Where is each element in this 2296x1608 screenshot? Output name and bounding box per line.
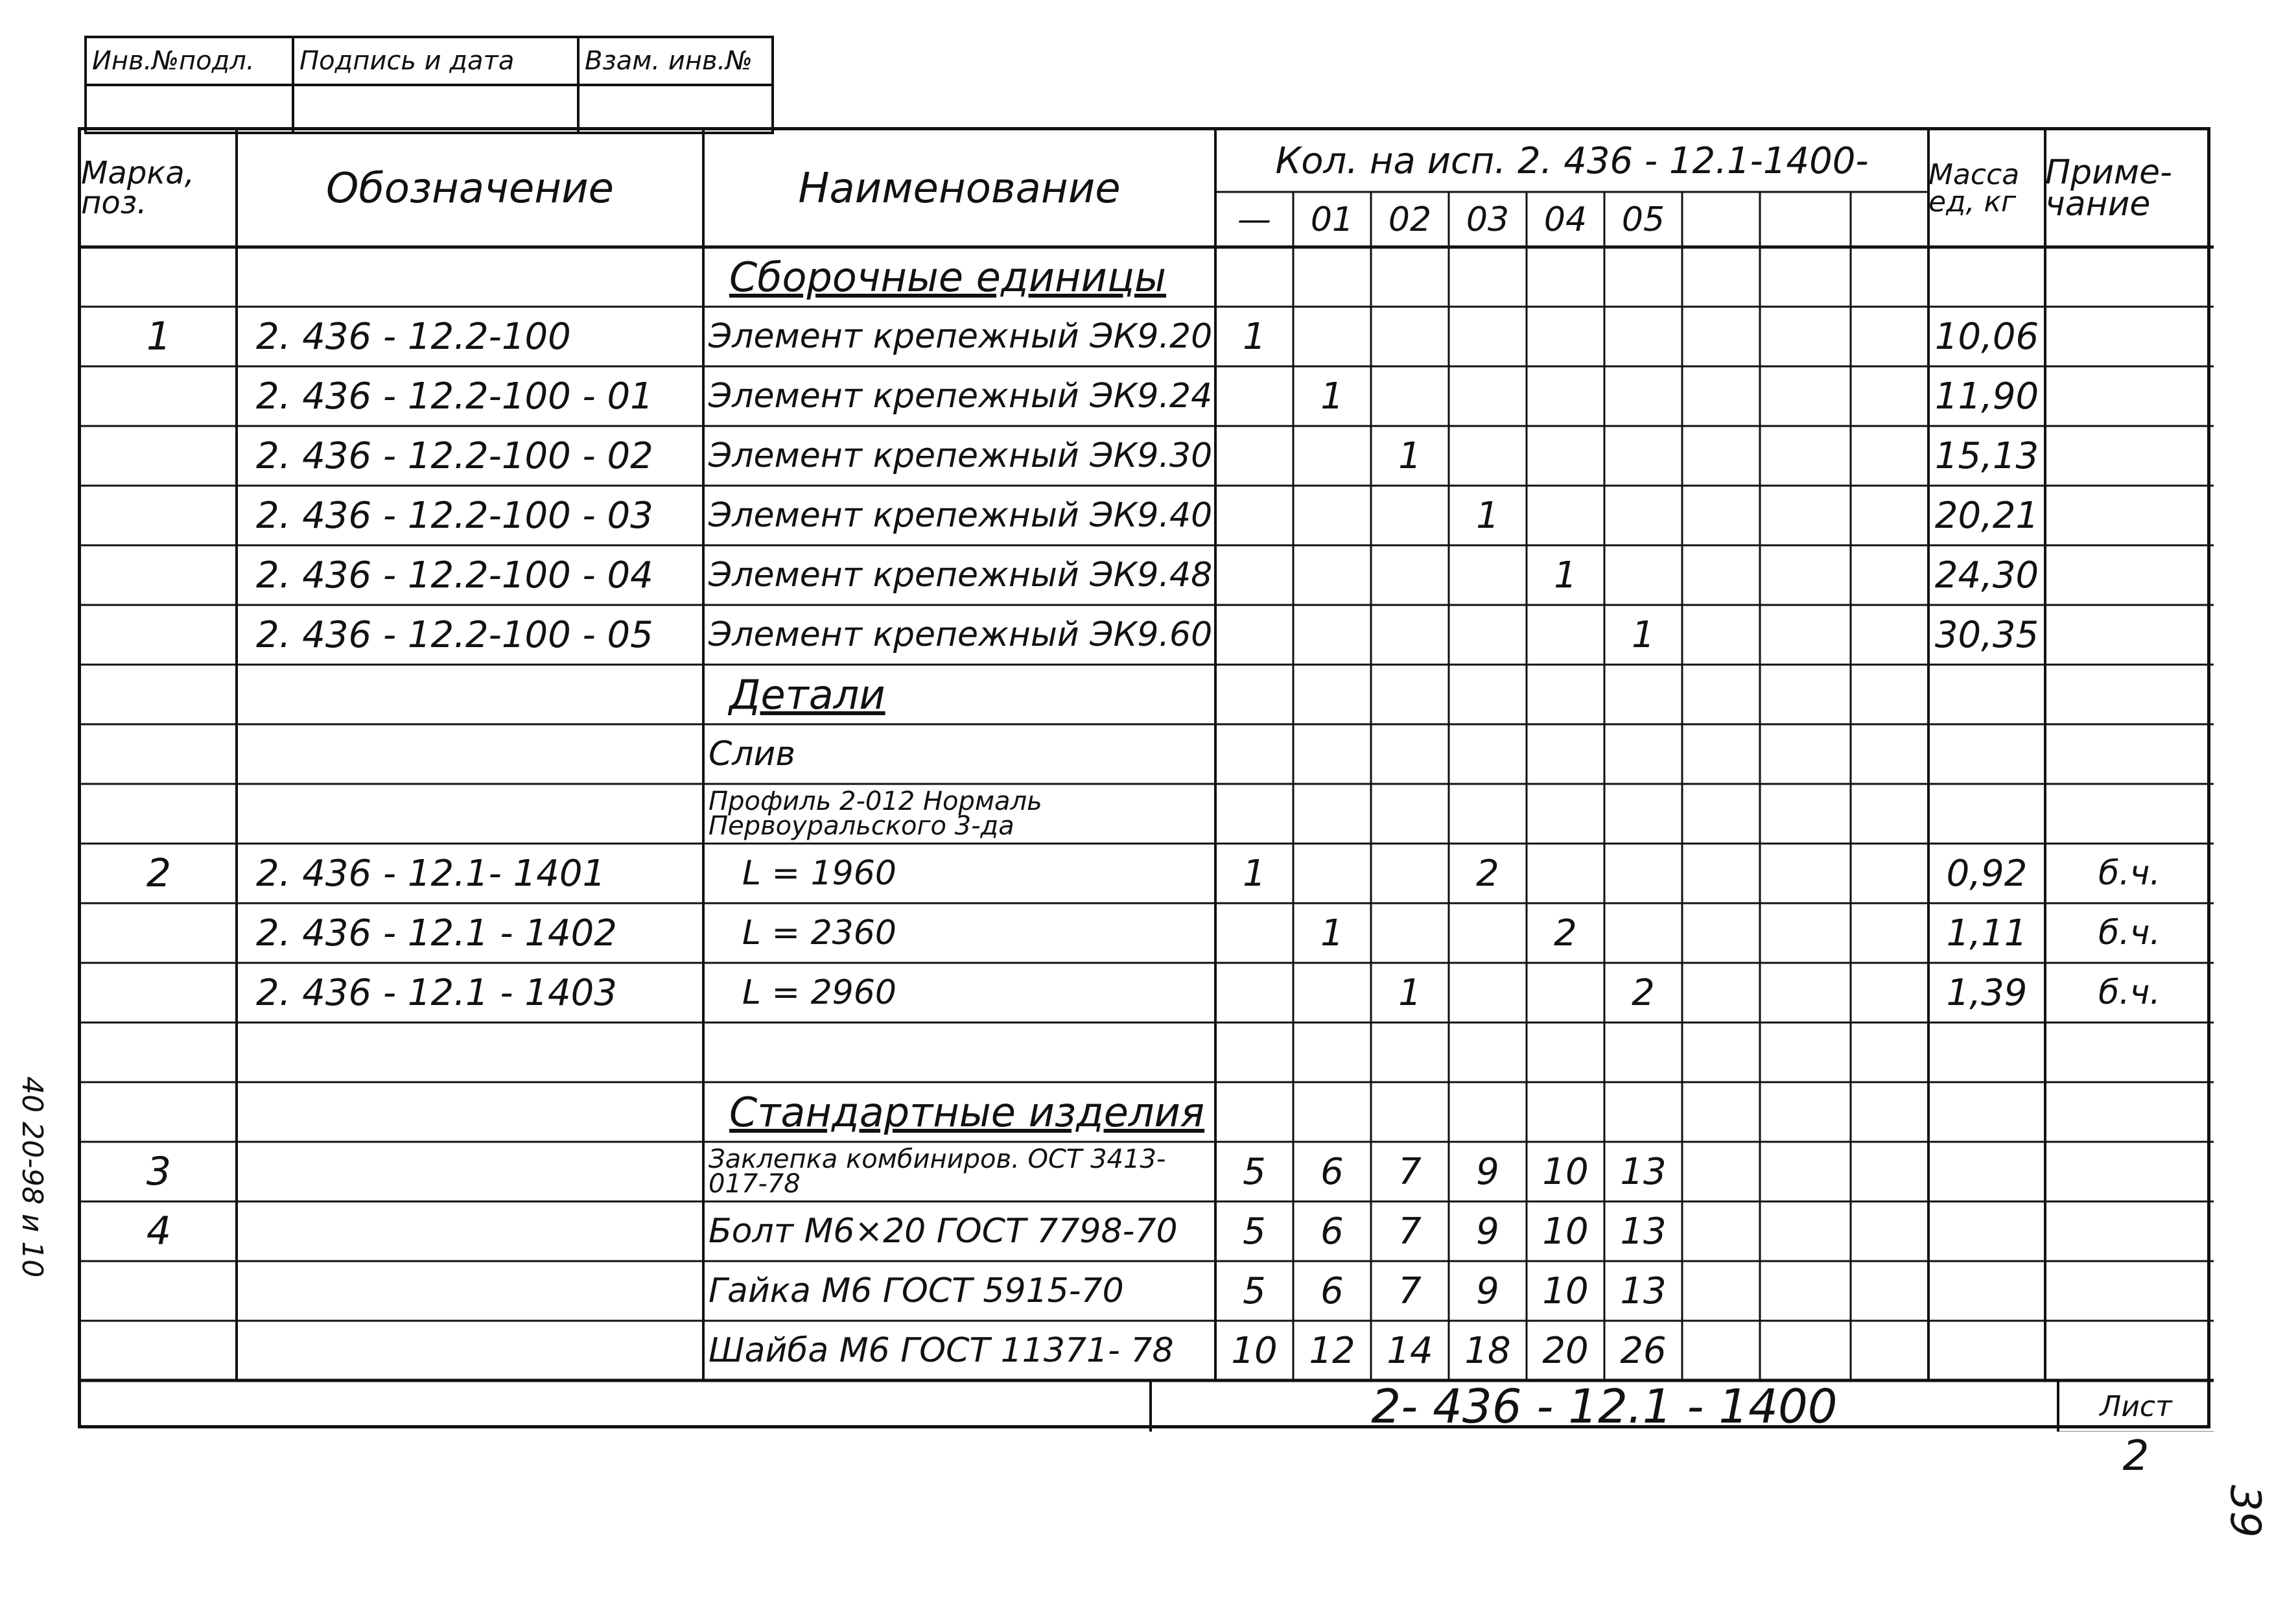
row-qty [1293,545,1371,605]
header-oboznach: Обозначение [325,165,615,213]
row-qty: 1 [1320,912,1344,954]
header-exec-6 [1682,192,1760,247]
row-qty [1215,963,1293,1023]
row-qty [1371,486,1449,545]
row-qty: 5 [1243,1150,1266,1193]
row-qty: 10 [1542,1270,1589,1312]
row-qty [1527,963,1604,1023]
row-qty: 9 [1476,1150,1499,1193]
row-oboznach [237,724,723,784]
row-name: L = 2960 [742,973,896,1012]
row-name: Элемент крепежный ЭК9.30 [709,436,1213,475]
row-qty [1449,366,1527,426]
row-qty [1215,545,1293,605]
row-qty [1449,724,1527,784]
header-prim: Приме- чание [2045,152,2172,224]
row-note [2045,605,2214,665]
row-mass [1928,1142,2045,1201]
row-qty: 5 [1243,1210,1266,1253]
row-mass [1928,724,2045,784]
row-qty: 14 [1387,1329,1433,1372]
row-oboznach: 2. 436 - 12.2-100 - 05 [256,613,653,656]
row-qty [1293,1023,1371,1082]
row-qty [1215,486,1293,545]
row-qty: 7 [1398,1150,1422,1193]
row-qty [1293,1082,1371,1142]
row-qty [1215,1082,1293,1142]
row-qty [1371,844,1449,903]
row-mass: 20,21 [1934,494,2039,537]
row-qty [1293,844,1371,903]
row-poz [81,963,237,1023]
row-oboznach [237,247,723,307]
row-qty [1449,1023,1527,1082]
section-heading: Сборочные единицы [729,253,1167,301]
document-number: 2- 436 - 12.1 - 1400 [1371,1380,1838,1432]
row-qty [1449,307,1527,366]
stamp-signature-label: Подпись и дата [293,37,578,85]
row-name: L = 2360 [742,914,896,952]
row-qty: 26 [1620,1329,1667,1372]
row-oboznach: 2. 436 - 12.2-100 - 02 [256,434,653,477]
header-exec-4: 04 [1543,200,1587,239]
row-qty: 6 [1320,1150,1344,1193]
row-qty: 7 [1398,1210,1422,1253]
row-poz [81,1321,237,1380]
row-mass [1928,665,2045,724]
stamp-inv-podl-value [86,85,293,133]
row-qty [1604,1023,1682,1082]
row-qty: 7 [1398,1270,1422,1312]
header-marka: Марка, поз. [81,155,194,221]
header-kol: Кол. на исп. 2. 436 - 12.1-1400- [1275,140,1869,182]
row-qty [1371,247,1449,307]
row-qty [1527,665,1604,724]
row-note [2045,665,2214,724]
row-poz: 3 [146,1149,172,1194]
row-qty [1293,963,1371,1023]
row-qty [1604,545,1682,605]
row-poz [81,247,237,307]
row-mass [1928,1201,2045,1261]
row-qty [1604,247,1682,307]
row-qty [1371,903,1449,963]
row-qty [1604,1082,1682,1142]
row-oboznach: 2. 436 - 12.1- 1401 [256,852,606,895]
row-note [2045,366,2214,426]
row-note [2045,247,2214,307]
approval-stamp [84,36,774,134]
row-qty [1449,545,1527,605]
header-exec-8 [1851,192,1928,247]
row-poz [81,605,237,665]
row-qty [1371,366,1449,426]
row-qty: 2 [1476,852,1499,895]
row-qty: 1 [1398,434,1422,477]
row-qty [1449,665,1527,724]
row-poz [81,1082,237,1142]
row-qty [1449,903,1527,963]
row-qty: 1 [1243,852,1266,895]
row-note [2045,724,2214,784]
row-qty [1293,724,1371,784]
row-poz [81,366,237,426]
row-mass [1928,247,2045,307]
row-qty: 1 [1632,613,1655,656]
row-mass: 1,39 [1946,971,2028,1014]
row-qty [1527,486,1604,545]
stamp-vzam-label: Взам. инв.№ [578,37,773,85]
row-poz [81,1023,237,1082]
row-oboznach: 2. 436 - 12.2-100 - 04 [256,554,653,597]
row-qty [1215,247,1293,307]
row-poz [81,724,237,784]
row-qty [1449,426,1527,486]
row-qty: 1 [1320,375,1344,418]
row-qty [1215,665,1293,724]
row-name: Элемент крепежный ЭК9.40 [709,496,1213,535]
row-qty [1371,605,1449,665]
row-poz [81,486,237,545]
row-qty: 20 [1542,1329,1589,1372]
header-exec-2: 02 [1388,200,1432,239]
row-name [703,1023,1221,1082]
row-qty [1215,903,1293,963]
row-qty [1371,1023,1449,1082]
row-qty [1293,247,1371,307]
row-qty [1527,724,1604,784]
row-note [2045,784,2214,844]
row-poz [81,665,237,724]
row-qty: 2 [1632,971,1655,1014]
row-name: Шайба М6 ГОСТ 11371- 78 [709,1331,1174,1370]
row-qty [1371,784,1449,844]
row-note [2045,1023,2214,1082]
row-note [2045,426,2214,486]
row-qty [1527,426,1604,486]
row-oboznach [237,784,723,844]
list-number: 2 [2122,1432,2150,1480]
row-qty [1604,844,1682,903]
row-mass: 30,35 [1934,613,2039,656]
row-qty: 10 [1542,1150,1589,1193]
row-name: L = 1960 [742,854,896,893]
row-qty [1371,665,1449,724]
row-oboznach: 2. 436 - 12.1 - 1402 [256,912,617,954]
row-qty [1527,605,1604,665]
section-heading: Детали [729,670,885,718]
row-note [2045,1142,2214,1201]
row-name: Элемент крепежный ЭК9.20 [709,317,1213,356]
header-exec-7 [1760,192,1851,247]
row-poz [81,545,237,605]
row-mass [1928,1082,2045,1142]
row-qty: 13 [1620,1270,1667,1312]
row-qty [1371,545,1449,605]
row-qty [1371,307,1449,366]
header-exec-1: 01 [1310,200,1354,239]
row-qty [1527,1082,1604,1142]
row-qty: 9 [1476,1210,1499,1253]
side-code-text: 40 20-98 ͷ 10 [16,1076,49,1278]
row-qty: 6 [1320,1270,1344,1312]
row-qty [1293,486,1371,545]
row-note [2045,545,2214,605]
row-qty [1527,366,1604,426]
row-qty [1449,1082,1527,1142]
row-qty [1293,665,1371,724]
row-name: Болт М6×20 ГОСТ 7798-70 [709,1212,1178,1251]
row-qty [1604,426,1682,486]
row-mass: 24,30 [1934,554,2039,597]
row-poz [81,1261,237,1321]
row-oboznach [237,1082,723,1142]
row-mass: 15,13 [1934,434,2039,477]
row-note [2045,1201,2214,1261]
row-poz [81,903,237,963]
row-oboznach [237,665,723,724]
row-qty: 5 [1243,1270,1266,1312]
row-mass [1928,1023,2045,1082]
row-qty [1293,426,1371,486]
row-qty [1215,605,1293,665]
row-qty: 1 [1243,315,1266,358]
row-name: Гайка М6 ГОСТ 5915-70 [709,1271,1124,1310]
row-oboznach: 2. 436 - 12.1 - 1403 [256,971,617,1014]
row-qty [1371,1082,1449,1142]
row-mass [1928,784,2045,844]
row-note [2045,1082,2214,1142]
row-oboznach: 2. 436 - 12.2-100 - 03 [256,494,653,537]
row-qty [1293,784,1371,844]
row-note: б.ч. [2098,854,2161,893]
row-qty: 12 [1309,1329,1355,1372]
row-note [2045,1261,2214,1321]
row-qty [1449,605,1527,665]
row-oboznach [237,1023,723,1082]
row-name: Элемент крепежный ЭК9.24 [709,377,1213,416]
row-qty [1449,784,1527,844]
row-name: Элемент крепежный ЭК9.48 [709,556,1213,595]
page-number-box [2217,1478,2282,1582]
header-naimen: Наименование [798,165,1121,213]
row-qty: 10 [1231,1329,1278,1372]
row-qty [1604,366,1682,426]
row-qty [1293,605,1371,665]
row-qty: 10 [1542,1210,1589,1253]
row-note [2045,307,2214,366]
row-poz: 4 [146,1209,172,1254]
row-qty [1215,724,1293,784]
row-note [2045,1321,2214,1380]
row-mass: 0,92 [1946,852,2028,895]
section-heading: Стандартные изделия [729,1088,1205,1136]
row-qty [1527,307,1604,366]
page-number: 39 [2221,1485,2269,1538]
row-qty [1604,903,1682,963]
row-mass: 10,06 [1934,315,2039,358]
list-label: Лист [2100,1389,2172,1423]
row-poz: 1 [146,314,172,359]
row-qty: 9 [1476,1270,1499,1312]
row-qty [1604,784,1682,844]
specification-table [78,127,2210,1480]
stamp-inv-podl-label: Инв.№подл. [86,37,293,85]
row-note: б.ч. [2098,914,2161,952]
row-qty [1527,844,1604,903]
row-qty: 1 [1554,554,1577,597]
row-qty [1527,247,1604,307]
row-qty: 1 [1476,494,1499,537]
row-qty [1527,784,1604,844]
row-poz: 2 [146,851,172,896]
row-name: Элемент крепежный ЭК9.60 [709,615,1213,654]
row-qty [1604,486,1682,545]
row-poz [81,784,237,844]
row-qty: 13 [1620,1210,1667,1253]
row-qty [1604,307,1682,366]
row-mass [1928,1261,2045,1321]
row-qty [1527,1023,1604,1082]
header-exec-0: — [1237,200,1271,239]
row-qty [1293,307,1371,366]
row-qty [1449,247,1527,307]
row-mass: 11,90 [1934,375,2039,418]
row-qty [1215,1023,1293,1082]
header-massa: Масса ед, кг [1928,158,2020,219]
row-oboznach [237,1261,723,1321]
row-qty [1371,724,1449,784]
row-note [2045,486,2214,545]
row-oboznach: 2. 436 - 12.2-100 - 01 [256,375,653,418]
row-qty [1449,963,1527,1023]
row-qty [1604,724,1682,784]
row-qty: 18 [1464,1329,1511,1372]
row-oboznach [237,1201,723,1261]
header-exec-3: 03 [1466,200,1510,239]
row-qty [1215,784,1293,844]
row-mass: 1,11 [1946,912,2028,954]
row-qty: 6 [1320,1210,1344,1253]
row-qty [1604,665,1682,724]
row-oboznach: 2. 436 - 12.2-100 [256,315,571,358]
row-poz [81,426,237,486]
header-exec-5: 05 [1621,200,1665,239]
row-qty: 13 [1620,1150,1667,1193]
row-qty [1215,426,1293,486]
row-qty [1215,366,1293,426]
row-qty: 1 [1398,971,1422,1014]
stamp-vzam-value [578,85,773,133]
side-margin-note [13,1076,52,1439]
row-name: Заклепка комбиниров. ОСТ 3413-017-78 [709,1144,1166,1199]
stamp-signature-value [293,85,578,133]
row-name: Слив [709,735,795,774]
row-oboznach [237,1142,723,1201]
row-qty: 2 [1554,912,1577,954]
row-mass [1928,1321,2045,1380]
row-oboznach [237,1321,723,1380]
row-note: б.ч. [2098,973,2161,1012]
row-name: Профиль 2-012 Нормаль Первоуральского 3-да [709,786,1042,841]
